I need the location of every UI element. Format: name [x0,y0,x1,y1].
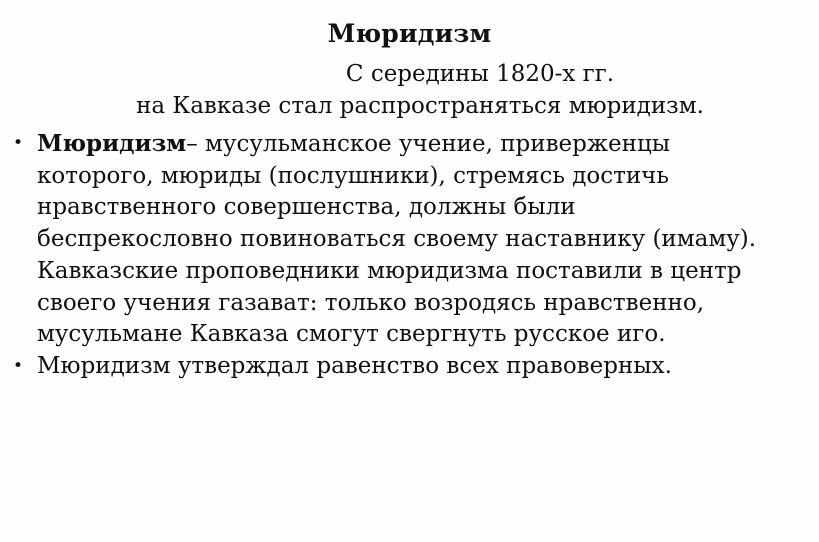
bullet-definition-line-7: мусульмане Кавказа смогут свергнуть русское иго. [37,321,666,348]
slide-title: Мюридизм [327,19,492,48]
intro-line-date: С середины 1820-х гг. [345,61,615,87]
bullet-icon: • [13,133,24,153]
bullet-definition-line-1 [37,128,819,161]
intro-text [70,58,770,122]
bullet-definition-line-4: беспрекословно повиноваться своему наставнику (имаму). [37,226,757,253]
bullet-icon: • [13,355,24,376]
term-muridism: Мюридизм [37,130,187,157]
bullet-list [0,128,819,383]
bullet-equality-text: Мюридизм утверждал равенство всех правоверных. [37,352,672,379]
bullet-definition-line-5: Кавказские проповедники мюридизма поставили в центр [37,257,742,284]
bullet-item-definition [0,128,819,351]
bullet-definition-line-3: нравственного совершенства, должны были [37,194,576,221]
bullet-definition-line-2: которого, мюриды (послушники), стремясь достичь [37,162,669,189]
bullet-definition-line-6: своего учения газават: только возродясь нравственно, [37,289,705,316]
bullet-item-equality [0,351,819,383]
intro-line-spread: на Кавказе стал распространяться мюридизм. [136,93,704,119]
definition-first-line-text: – мусульманское учение, приверженцы [186,131,671,157]
